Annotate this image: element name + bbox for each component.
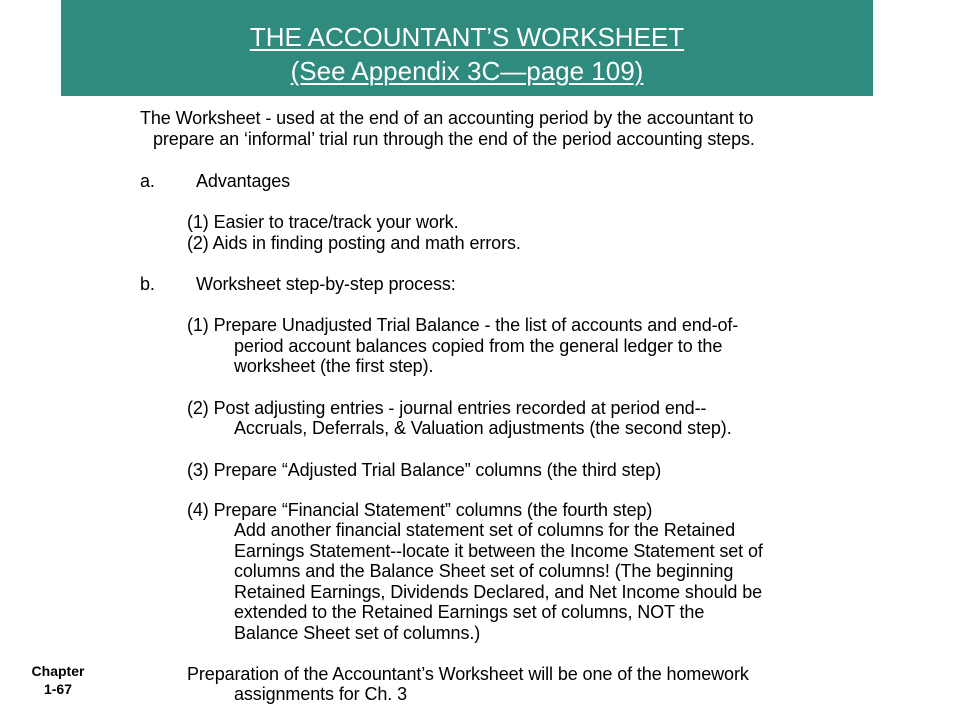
step-2-line-1: (2) Post adjusting entries - journal entries recorded at period end-- bbox=[187, 398, 707, 418]
step-2-line-2: Accruals, Deferrals, & Valuation adjustments (the second step). bbox=[234, 418, 732, 438]
step-1-line-1: (1) Prepare Unadjusted Trial Balance - the list of accounts and end-of- bbox=[187, 315, 739, 335]
advantages-heading: Advantages bbox=[196, 171, 291, 191]
chapter-label: Chapter bbox=[31, 663, 85, 679]
closing-line-2: assignments for Ch. 3 bbox=[234, 684, 407, 704]
step-4-line-3: Earnings Statement--locate it between the Income Statement set of bbox=[234, 541, 763, 561]
step-4-line-1: (4) Prepare “Financial Statement” columns (the fourth step) bbox=[187, 500, 653, 520]
step-3-line: (3) Prepare “Adjusted Trial Balance” columns (the third step) bbox=[187, 460, 662, 480]
step-4-line-5: Retained Earnings, Dividends Declared, and Net Income should be bbox=[234, 582, 763, 602]
step-4-line-7: Balance Sheet set of columns.) bbox=[234, 623, 481, 643]
closing-line-1: Preparation of the Accountant’s Worksheet will be one of the homework bbox=[187, 664, 749, 684]
slide-title: THE ACCOUNTANT’S WORKSHEET bbox=[249, 22, 685, 52]
process-heading: Worksheet step-by-step process: bbox=[196, 274, 456, 294]
step-4-line-2: Add another financial statement set of columns for the Retained bbox=[234, 520, 735, 540]
chapter-footer bbox=[18, 662, 98, 698]
slide-number: 1-67 bbox=[43, 681, 73, 697]
advantage-item-2: (2) Aids in finding posting and math errors. bbox=[187, 233, 521, 253]
step-4-line-6: extended to the Retained Earnings set of columns, NOT the bbox=[234, 602, 705, 622]
slide-subtitle: (See Appendix 3C—page 109) bbox=[290, 56, 644, 86]
list-marker-b: b. bbox=[140, 274, 155, 294]
step-4-line-4: columns and the Balance Sheet set of columns! (The beginning bbox=[234, 561, 734, 581]
intro-line-2: prepare an ‘informal’ trial run through the end of the period accounting steps. bbox=[153, 129, 755, 149]
step-1-line-2: period account balances copied from the general ledger to the bbox=[234, 336, 723, 356]
advantage-item-1: (1) Easier to trace/track your work. bbox=[187, 212, 459, 232]
list-marker-a: a. bbox=[140, 171, 155, 191]
step-1-line-3: worksheet (the first step). bbox=[234, 356, 434, 376]
intro-line-1: The Worksheet - used at the end of an accounting period by the accountant to bbox=[140, 108, 754, 128]
